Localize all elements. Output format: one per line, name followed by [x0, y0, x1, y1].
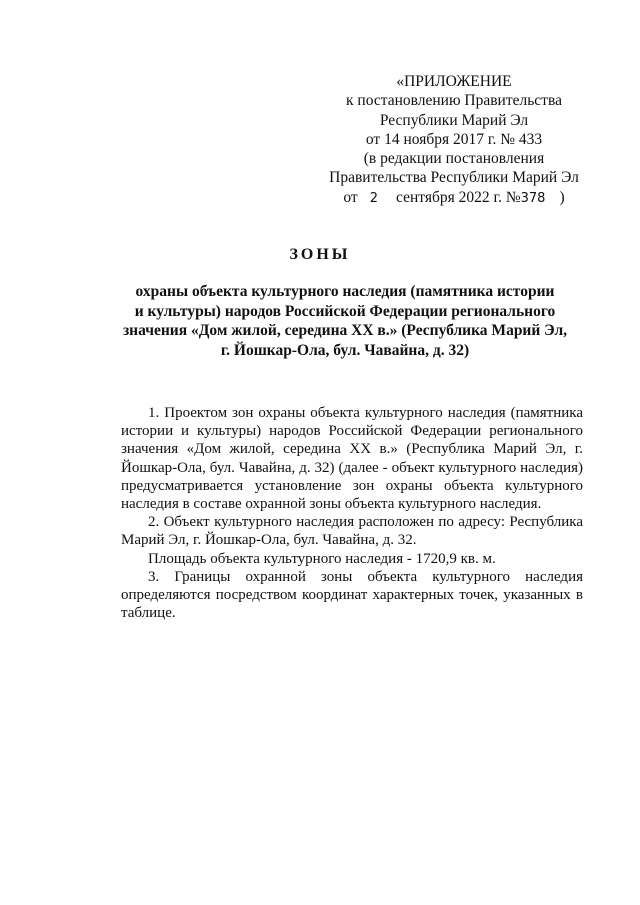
- document-body: [121, 404, 583, 622]
- appendix-date-line: от 14 ноября 2017 г. № 433: [365, 130, 543, 148]
- amendment-prefix: от: [343, 188, 358, 206]
- amendment-day-handwritten: 2: [369, 190, 378, 206]
- amendment-suffix: ): [559, 188, 565, 206]
- appendix-header: [310, 72, 598, 208]
- subtitle-line-4: г. Йошкар-Ола, бул. Чавайна, д. 32): [220, 341, 470, 359]
- paragraph-1: 1. Проектом зон охраны объекта культурного наследия (памятника истории и культуры) народов Российской Федерации регионального значения «Дом жилой, середина XX в.» (Республика Марий Эл, г. Йошкар-Ола, бул. Чавайна, д. 32) (далее - объект культурного наследия) предусматривается установление зон охраны объекта культурного наследия в составе охранной зоны объекта культурного наследия.: [121, 405, 583, 513]
- subtitle-line-1: охраны объекта культурного наследия (памятника истории: [135, 283, 555, 300]
- appendix-resolution-line: к постановлению Правительства: [346, 92, 562, 110]
- document-subtitle: [120, 282, 570, 360]
- appendix-label: «ПРИЛОЖЕНИЕ: [396, 73, 512, 90]
- subtitle-line-3: значения «Дом жилой, середина XX в.» (Республика Марий Эл,: [122, 322, 568, 339]
- paragraph-3: 3. Границы охранной зоны объекта культурного наследия определяются посредством координат характерных точек, указанных в таблице.: [121, 568, 583, 622]
- appendix-government-line: Правительства Республики Марий Эл: [329, 169, 579, 187]
- subtitle-line-2: и культуры) народов Российской Федерации регионального: [134, 302, 556, 320]
- appendix-republic-line: Республики Марий Эл: [379, 111, 529, 129]
- amendment-number-handwritten: 378: [520, 190, 546, 206]
- document-title: ЗОНЫ: [289, 246, 351, 263]
- amendment-month-year: сентября 2022 г. №: [396, 188, 521, 206]
- paragraph-2: 2. Объект культурного наследия расположен по адресу: Республика Марий Эл, г. Йошкар-Ола, бул. Чавайна, д. 32.: [121, 514, 583, 549]
- appendix-amendment-line: [310, 188, 598, 208]
- appendix-edition-line: (в редакции постановления: [363, 150, 545, 168]
- paragraph-area: Площадь объекта культурного наследия - 1720,9 кв. м.: [148, 550, 496, 567]
